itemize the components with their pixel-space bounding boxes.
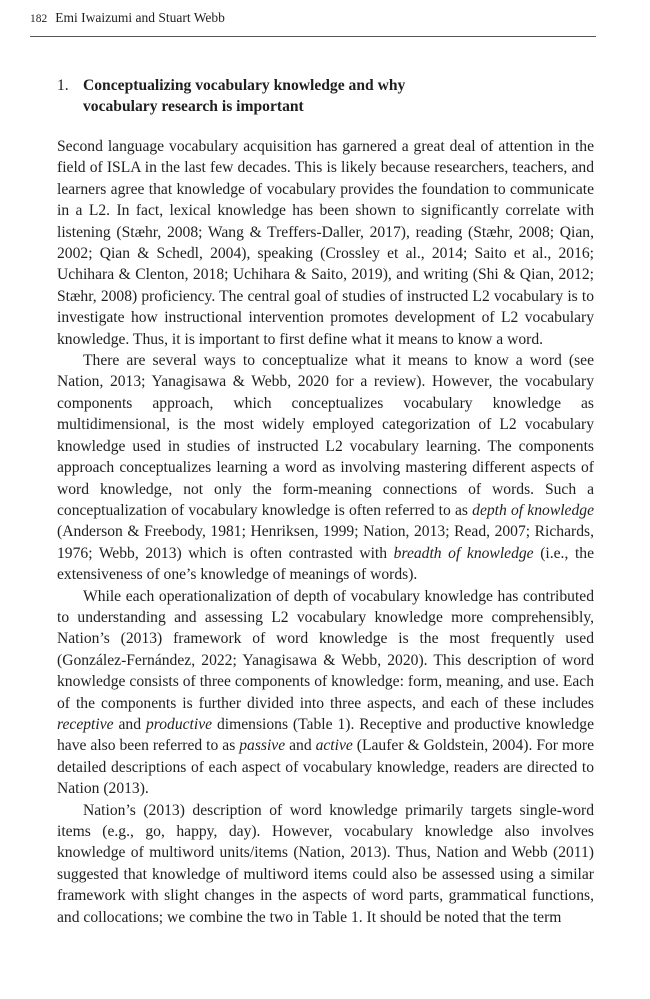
emphasis-term: receptive <box>57 715 114 733</box>
paragraph-text: and <box>285 737 316 755</box>
section-number: 1. <box>57 77 69 94</box>
page-number: 182 <box>30 13 48 25</box>
header-rule <box>30 36 596 37</box>
running-head <box>30 10 225 26</box>
emphasis-term: productive <box>145 715 213 733</box>
paragraph-text: dimensions (Table 1). Receptive and productive knowledge have also been referred to as <box>57 715 594 755</box>
paragraph-4 <box>57 800 594 928</box>
emphasis-term: active <box>315 737 353 755</box>
paragraph-text: There are several ways to conceptualize what it means to know a word (see Nation, 2013; Yanagisawa & Webb, 2020 for a review). However, the vocabulary components approach, which conceptualizes vocabulary knowledge as multidimensional, is the most widely employed categorization of L2 vocabulary knowledge used in studies of instructed L2 vocabulary learning. The components approach conceptualizes learning a word as involving mastering different aspects of word knowledge, not only the form-meaning connections of words. Such a conceptualization of vocabulary knowledge is often referred to as <box>57 352 594 519</box>
paragraph-3 <box>57 586 594 800</box>
section-title: Conceptualizing vocabulary knowledge and why vocabulary research is important <box>83 77 406 115</box>
emphasis-term: breadth of knowledge <box>393 544 534 562</box>
paragraph-text: While each operationalization of depth of vocabulary knowledge has contributed to understanding and assessing L2 vocabulary knowledge more comprehensibly, Nation’s (2013) framework of word knowledge is the most frequently used (González-Fernández, 2022; Yanagisawa & Webb, 2020). This description of word knowledge consists of three components of knowledge: form, meaning, and use. Each of the components is further divided into three aspects, and each of these includes <box>57 587 594 712</box>
paragraph-text: (Anderson & Freebody, 1981; Henriksen, 1999; Nation, 2013; Read, 2007; Richards, 1976; Webb, 2013) which is often contrasted with <box>57 523 594 562</box>
paragraph-text: (Laufer & Goldstein, 2004). For more detailed descriptions of each aspect of vocabulary knowledge, readers are directed to Nation (2013). <box>57 737 594 798</box>
paragraph-text: Nation’s (2013) description of word knowledge primarily targets single-word items (e.g., go, happy, day). However, vocabulary knowledge also involves knowledge of multiword units/items (Nation, 2013). Thus, Nation and Webb (2011) suggested that knowledge of multiword items could also be assessed using a similar framework with slight changes in the aspects of word parts, grammatical functions, and collocations; we combine the two in Table 1. It should be noted that the term <box>57 801 594 926</box>
paragraph-1 <box>57 136 594 350</box>
paragraph-text: Second language vocabulary acquisition has garnered a great deal of attention in the field of ISLA in the last few decades. This is likely because researchers, teachers, and learners agree that knowledge of vocabulary provides the foundation to communicate in a L2. In fact, lexical knowledge has been shown to significantly correlate with listening (Stæhr, 2008; Wang & Treffers-Daller, 2017), reading (Stæhr, 2008; Qian, 2002; Qian & Schedl, 2004), speaking (Crossley et al., 2014; Saito et al., 2016; Uchihara & Clenton, 2018; Uchihara & Saito, 2019), and writing (Shi & Qian, 2012; Stæhr, 2008) proficiency. The central goal of studies of instructed L2 vocabulary is to investigate how instructional intervention promotes development of L2 vocabulary knowledge. Thus, it is important to first define what it means to know a word. <box>57 138 594 348</box>
body-text <box>57 136 594 928</box>
paragraph-text: and <box>113 715 146 733</box>
running-title: Emi Iwaizumi and Stuart Webb <box>55 10 225 25</box>
paragraph-2 <box>57 350 594 585</box>
section-heading <box>57 75 463 117</box>
paragraph-text: (i.e., the extensiveness of one’s knowledge of meanings of words). <box>57 544 594 584</box>
emphasis-term: depth of knowledge <box>472 501 594 519</box>
emphasis-term: passive <box>239 737 286 755</box>
